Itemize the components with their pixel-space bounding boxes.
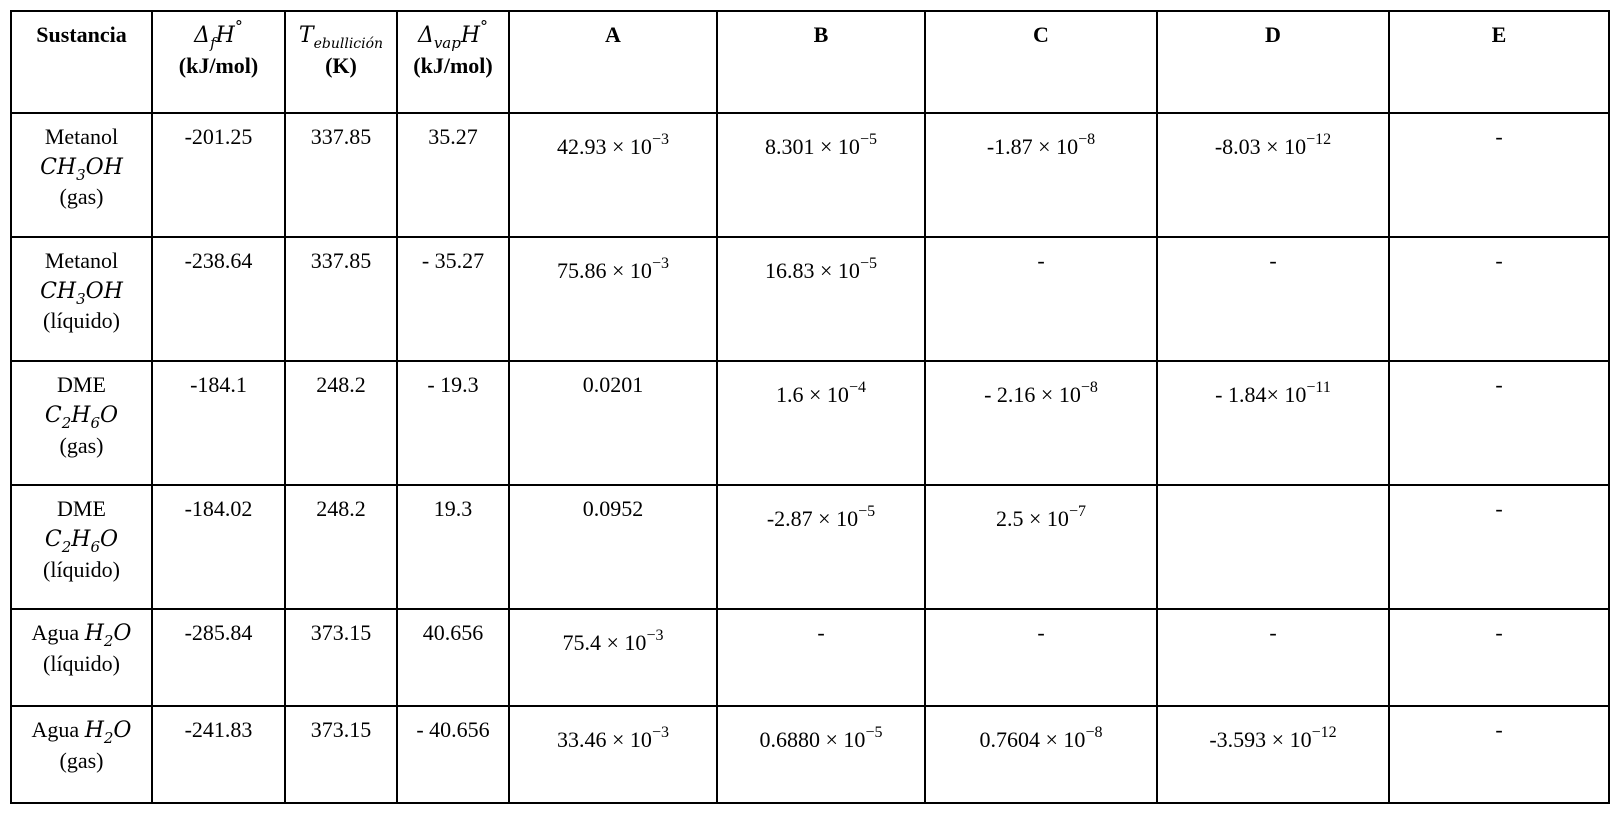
boiling-temperature-cell: 248.2 [285,485,397,609]
substance-cell [11,706,152,803]
chemical-formula: $C_2H_6O$ [44,402,119,432]
formation-enthalpy-cell: -184.1 [152,361,285,485]
vaporization-enthalpy-cell: 40.656 [397,609,509,706]
coef-b-cell: $-2.87 \times 10^{-5}$ [717,485,925,609]
coef-d-cell [1157,485,1389,609]
boiling-temperature-cell: 373.15 [285,706,397,803]
coef-e-cell: - [1389,361,1609,485]
substance-cell [11,237,152,361]
coef-c-cell: $-1.87 \times 10^{-8}$ [925,113,1157,237]
substance-cell [11,113,152,237]
coef-e-cell: - [1389,706,1609,803]
coef-a-cell: 0.0201 [509,361,717,485]
vaporization-enthalpy-cell: - 19.3 [397,361,509,485]
substance-cell [11,361,152,485]
coef-e-cell: - [1389,485,1609,609]
coef-b-cell: $16.83 \times 10^{-5}$ [717,237,925,361]
substance-name: Agua [31,717,80,743]
coef-d-cell: - [1157,237,1389,361]
coef-e-cell: - [1389,609,1609,706]
chemical-formula: $H_2O$ [84,718,132,748]
coef-e-cell: - [1389,113,1609,237]
header-vaporization-enthalpy: $\Delta_{vap}H^\circ$ (kJ/mol) [397,11,509,113]
coef-d-cell: $-3.593 \times 10^{-12}$ [1157,706,1389,803]
coef-c-cell: - [925,237,1157,361]
header-coef-d: D [1157,11,1389,113]
coef-a-cell: $75.4 \times 10^{-3}$ [509,609,717,706]
table-row [11,237,1609,361]
boiling-temperature-cell: 248.2 [285,361,397,485]
phase-state: (líquido) [43,651,120,677]
vaporization-enthalpy-cell: - 40.656 [397,706,509,803]
header-coef-e: E [1389,11,1609,113]
coef-d-cell: $-8.03 \times 10^{-12}$ [1157,113,1389,237]
coef-c-cell: $0.7604 \times 10^{-8}$ [925,706,1157,803]
boiling-temperature-cell: 337.85 [285,237,397,361]
coef-d-cell: - [1157,609,1389,706]
vaporization-enthalpy-cell: 19.3 [397,485,509,609]
coef-b-cell: - [717,609,925,706]
formation-enthalpy-cell: -241.83 [152,706,285,803]
header-substance: Sustancia [11,11,152,113]
phase-state: (líquido) [43,308,120,334]
formation-enthalpy-cell: -238.64 [152,237,285,361]
formation-enthalpy-cell: -201.25 [152,113,285,237]
table-row [11,706,1609,803]
phase-state: (gas) [59,432,104,458]
substance-name: Agua [31,620,80,646]
phase-state: (gas) [59,747,104,773]
coef-a-cell: $33.46 \times 10^{-3}$ [509,706,717,803]
header-coef-b: B [717,11,925,113]
chemical-formula: $CH_3OH$ [40,278,123,308]
substance-name: DME [57,496,106,522]
coef-a-cell: 0.0952 [509,485,717,609]
chemical-formula: $H_2O$ [84,621,132,651]
table-row [11,485,1609,609]
boiling-temperature-cell: 337.85 [285,113,397,237]
coef-c-cell: $2.5 \times 10^{-7}$ [925,485,1157,609]
boiling-temperature-cell: 373.15 [285,609,397,706]
substance-cell [11,485,152,609]
table-row [11,113,1609,237]
coef-d-cell: - $1.84\times 10^{-11}$ [1157,361,1389,485]
formation-enthalpy-cell: -184.02 [152,485,285,609]
coef-b-cell: $0.6880 \times 10^{-5}$ [717,706,925,803]
header-formation-enthalpy: $\Delta_fH^\circ$ (kJ/mol) [152,11,285,113]
substance-name: DME [57,372,106,398]
header-row [11,11,1609,113]
chemical-formula: $C_2H_6O$ [44,527,119,557]
chemical-formula: $CH_3OH$ [40,154,123,184]
vaporization-enthalpy-cell: - 35.27 [397,237,509,361]
coef-b-cell: $8.301 \times 10^{-5}$ [717,113,925,237]
header-coef-c: C [925,11,1157,113]
formation-enthalpy-cell: -285.84 [152,609,285,706]
phase-state: (gas) [59,184,104,210]
thermo-properties-table [10,10,1610,804]
coef-e-cell: - [1389,237,1609,361]
coef-c-cell: - [925,609,1157,706]
coef-a-cell: $42.93 \times 10^{-3}$ [509,113,717,237]
substance-cell [11,609,152,706]
coef-c-cell: - $2.16 \times 10^{-8}$ [925,361,1157,485]
coef-b-cell: $1.6 \times 10^{-4}$ [717,361,925,485]
table-row [11,609,1609,706]
header-boiling-temperature: $T_{ebullición}$ (K) [285,11,397,113]
vaporization-enthalpy-cell: 35.27 [397,113,509,237]
phase-state: (líquido) [43,556,120,582]
substance-name: Metanol [44,124,119,149]
table-row [11,361,1609,485]
header-coef-a: A [509,11,717,113]
coef-a-cell: $75.86 \times 10^{-3}$ [509,237,717,361]
substance-name: Metanol [44,248,119,274]
